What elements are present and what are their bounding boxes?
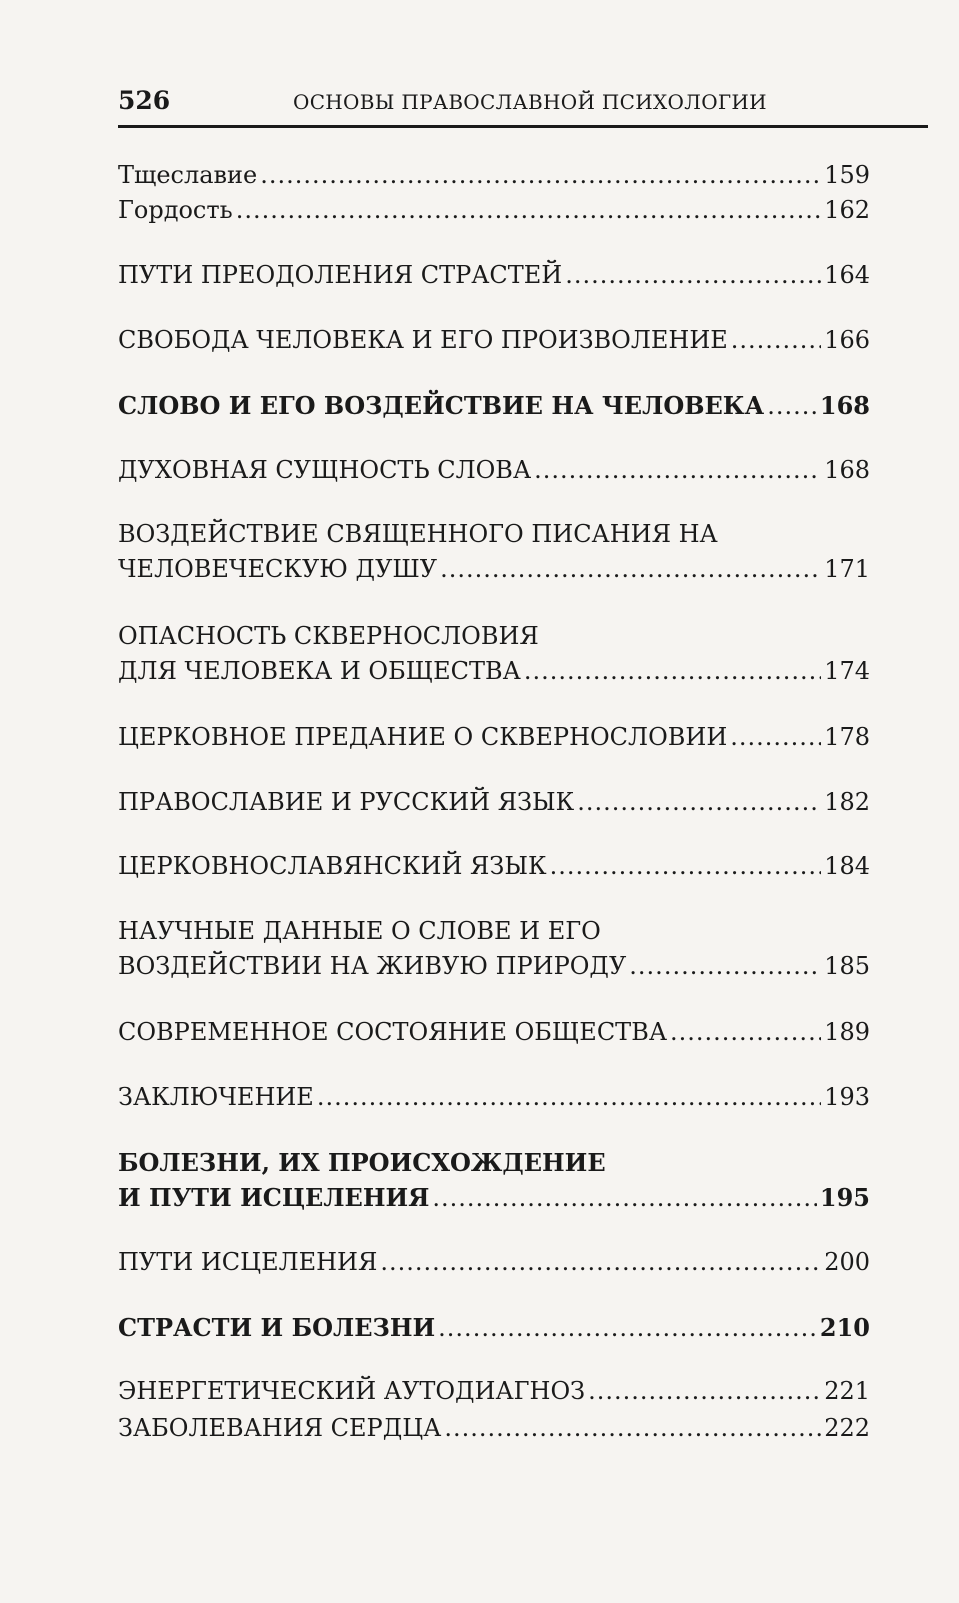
toc-entry: [118, 517, 870, 587]
toc-page-number: 195: [819, 1183, 870, 1212]
toc-entry-line: [118, 785, 870, 820]
dot-leader: [260, 158, 821, 193]
running-title: ОСНОВЫ ПРАВОСЛАВНОЙ ПСИХОЛОГИИ: [293, 90, 767, 114]
toc-entry-line: [118, 1310, 870, 1346]
toc-entry-line: [118, 258, 870, 293]
toc-entry-line: [118, 193, 870, 228]
toc-entry-line: [118, 949, 870, 984]
dot-leader: [577, 785, 821, 820]
toc-entry-title: ЭНЕРГЕТИЧЕСКИЙ АУТОДИАГНОЗ: [118, 1377, 586, 1405]
toc-page-number: 159: [824, 161, 870, 189]
dot-leader: [432, 1181, 817, 1216]
toc-entry: [118, 1145, 870, 1216]
toc-entry-line: [118, 323, 870, 358]
dot-leader: [317, 1080, 821, 1115]
toc-entry-line: [118, 654, 870, 689]
toc-page-number: 184: [824, 852, 870, 880]
toc-page-number: 182: [824, 788, 870, 816]
dot-leader: [236, 193, 821, 228]
toc-entry-title: ЗАКЛЮЧЕНИЕ: [118, 1083, 314, 1111]
toc-page-number: 171: [824, 555, 870, 583]
toc-page-number: 193: [824, 1083, 870, 1111]
toc-page-number: 164: [824, 261, 870, 289]
dot-leader: [444, 1411, 821, 1446]
header-rule: [118, 125, 928, 128]
toc-entry-line: [118, 1015, 870, 1050]
toc-entry-line: [118, 1411, 870, 1446]
dot-leader: [550, 849, 821, 884]
toc-entry-line: [118, 1180, 870, 1216]
toc-entry-title: ЧЕЛОВЕЧЕСКУЮ ДУШУ: [118, 555, 438, 583]
toc-entry-title: СОВРЕМЕННОЕ СОСТОЯНИЕ ОБЩЕСТВА: [118, 1018, 667, 1046]
toc-entry: [118, 1080, 870, 1115]
toc-entry: [118, 849, 870, 884]
toc-entry-title: НАУЧНЫЕ ДАННЫЕ О СЛОВЕ И ЕГО: [118, 917, 601, 945]
toc-entry: [118, 785, 870, 820]
toc-page-number: 178: [824, 723, 870, 751]
toc-entry: [118, 1411, 870, 1446]
toc-entry-title: И ПУТИ ИСЦЕЛЕНИЯ: [118, 1183, 430, 1212]
toc-page-number: 222: [824, 1414, 870, 1442]
toc-entry-line: [118, 619, 870, 654]
toc-entry: [118, 1374, 870, 1409]
toc-entry-title: ЦЕРКОВНОСЛАВЯНСКИЙ ЯЗЫК: [118, 852, 547, 880]
dot-leader: [670, 1015, 821, 1050]
dot-leader: [565, 258, 821, 293]
toc-entry-line: [118, 453, 870, 488]
toc-entry-line: [118, 1245, 870, 1280]
toc-entry-title: ПРАВОСЛАВИЕ И РУССКИЙ ЯЗЫК: [118, 788, 575, 816]
toc-entry: [118, 258, 870, 293]
toc-entry: [118, 1015, 870, 1050]
toc-page-number: 185: [824, 952, 870, 980]
toc-page-number: 168: [819, 391, 870, 420]
toc-entry-title: СЛОВО И ЕГО ВОЗДЕЙСТВИЕ НА ЧЕЛОВЕКА: [118, 391, 765, 420]
toc-entry-line: [118, 849, 870, 884]
dot-leader: [767, 389, 817, 424]
toc-entry-line: [118, 914, 870, 949]
toc-entry: [118, 1310, 870, 1346]
running-header: [118, 82, 928, 122]
toc-page-number: 189: [824, 1018, 870, 1046]
dot-leader: [730, 720, 821, 755]
toc-page-number: 174: [824, 657, 870, 685]
toc-entry-title: ДЛЯ ЧЕЛОВЕКА И ОБЩЕСТВА: [118, 657, 521, 685]
page-number: 526: [118, 86, 171, 115]
toc-page-number: 221: [824, 1377, 870, 1405]
dot-leader: [588, 1374, 821, 1409]
toc-entry-title: ОПАСНОСТЬ СКВЕРНОСЛОВИЯ: [118, 622, 539, 650]
toc-entry: [118, 193, 870, 228]
toc-entry-title: БОЛЕЗНИ, ИХ ПРОИСХОЖДЕНИЕ: [118, 1148, 606, 1177]
toc-entry: [118, 1245, 870, 1280]
toc-page-number: 166: [824, 326, 870, 354]
dot-leader: [534, 453, 821, 488]
toc-entry-title: ПУТИ ПРЕОДОЛЕНИЯ СТРАСТЕЙ: [118, 261, 563, 289]
toc-entry-title: ПУТИ ИСЦЕЛЕНИЯ: [118, 1248, 378, 1276]
toc-entry: [118, 388, 870, 424]
toc-entry-line: [118, 552, 870, 587]
dot-leader: [629, 949, 821, 984]
toc-page-number: 210: [819, 1313, 870, 1342]
toc-entry-title: ДУХОВНАЯ СУЩНОСТЬ СЛОВА: [118, 456, 532, 484]
toc-entry-line: [118, 720, 870, 755]
toc-entry-line: [118, 158, 870, 193]
toc-entry-title: ЦЕРКОВНОЕ ПРЕДАНИЕ О СКВЕРНОСЛОВИИ: [118, 723, 728, 751]
dot-leader: [731, 323, 821, 358]
toc-entry-line: [118, 517, 870, 552]
toc-entry-title: СТРАСТИ И БОЛЕЗНИ: [118, 1313, 436, 1342]
toc-page-number: 200: [824, 1248, 870, 1276]
toc-entry-title: Гордость: [118, 196, 233, 224]
toc-entry-line: [118, 1145, 870, 1180]
toc-entry-title: ВОЗДЕЙСТВИИ НА ЖИВУЮ ПРИРОДУ: [118, 952, 627, 980]
dot-leader: [524, 654, 821, 689]
toc-entry: [118, 453, 870, 488]
toc-entry-line: [118, 1374, 870, 1409]
toc-entry: [118, 158, 870, 193]
toc-page-number: 168: [824, 456, 870, 484]
toc-entry: [118, 720, 870, 755]
toc-entry-title: ЗАБОЛЕВАНИЯ СЕРДЦА: [118, 1414, 442, 1442]
toc-entry-line: [118, 388, 870, 424]
toc-entry-title: ВОЗДЕЙСТВИЕ СВЯЩЕННОГО ПИСАНИЯ НА: [118, 520, 718, 548]
toc-entry-line: [118, 1080, 870, 1115]
toc-entry: [118, 619, 870, 689]
toc-page-number: 162: [824, 196, 870, 224]
dot-leader: [440, 552, 821, 587]
toc-entry-title: СВОБОДА ЧЕЛОВЕКА И ЕГО ПРОИЗВОЛЕНИЕ: [118, 326, 728, 354]
toc-entry: [118, 914, 870, 984]
dot-leader: [380, 1245, 821, 1280]
toc-entry: [118, 323, 870, 358]
dot-leader: [438, 1311, 817, 1346]
toc-entry-title: Тщеславие: [118, 161, 258, 189]
